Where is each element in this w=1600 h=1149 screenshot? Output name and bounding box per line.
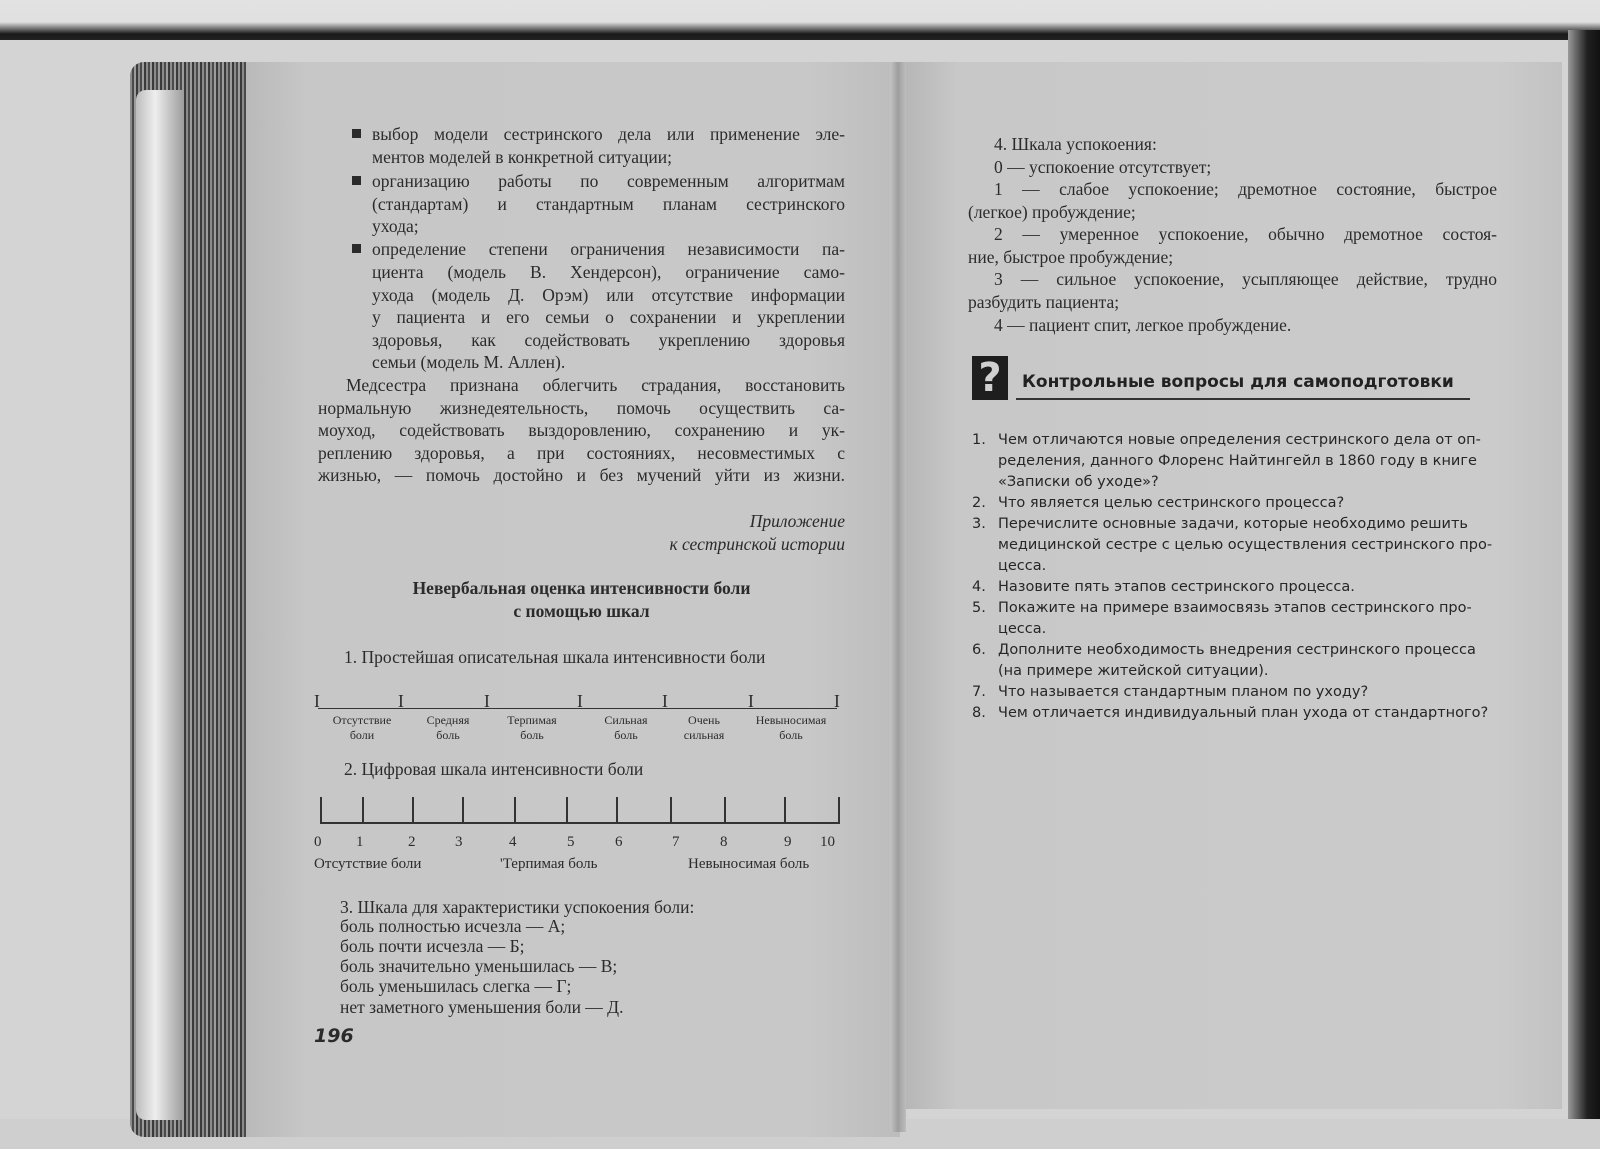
bullet-3-line-6: семьи (модель М. Аллен). bbox=[372, 352, 566, 372]
scale2-number: 6 bbox=[615, 834, 623, 850]
question-text: Чем отличается индивидуальный план ухода от стандартного? bbox=[998, 705, 1489, 721]
scale2-tick bbox=[412, 797, 414, 823]
scale1-label: Очень сильная bbox=[683, 713, 725, 742]
sedation-line: ние, быстрое пробуждение; bbox=[968, 247, 1174, 267]
question-text: Что является целью сестринского процесса? bbox=[998, 495, 1345, 511]
scale1-label: Невыносимая боль bbox=[755, 713, 827, 742]
scale2-tick bbox=[320, 797, 322, 823]
appendix-label: Приложение bbox=[749, 511, 845, 531]
sedation-line: разбудить пациента; bbox=[968, 292, 1120, 312]
book-cover-edge bbox=[136, 90, 184, 1120]
page-number: 196 bbox=[314, 1025, 354, 1047]
bullet-2-line-1: организацию работы по современным алгоритмам bbox=[372, 171, 845, 191]
question-text: Что называется стандартным планом по уходу? bbox=[998, 684, 1369, 700]
scale2-tick bbox=[566, 797, 568, 823]
scale2-number: 7 bbox=[672, 834, 680, 850]
question-text: Дополните необходимость внедрения сестринского процесса bbox=[998, 642, 1476, 658]
scale2-number: 4 bbox=[509, 834, 517, 850]
scale2-number: 2 bbox=[408, 834, 416, 850]
bullet-3-line-2: циента (модель В. Хендерсон), ограничение само- bbox=[372, 262, 845, 282]
scale1-tick: I bbox=[398, 691, 404, 711]
section-title-line-1: Невербальная оценка интенсивности боли bbox=[412, 578, 751, 598]
sedation-line: (легкое) пробуждение; bbox=[968, 202, 1136, 222]
scale1-label: Сильная боль bbox=[604, 713, 648, 742]
scale1-tick: I bbox=[748, 691, 754, 711]
question-mark-icon: ? bbox=[972, 356, 1008, 400]
scale3-item: боль полностью исчезла — А; bbox=[340, 916, 566, 936]
scale2-number: 10 bbox=[820, 834, 835, 850]
bullet-marker bbox=[352, 244, 361, 253]
scale2-tick bbox=[724, 797, 726, 823]
scale1-label: Терпимая боль bbox=[507, 713, 557, 742]
bullet-3-line-5: здоровья, как содействовать укреплению здоровья bbox=[372, 330, 845, 350]
scale1-tick: I bbox=[577, 691, 583, 711]
question-text: медицинской сестре с целью осуществления сестринского про- bbox=[998, 537, 1493, 553]
scale2-number: 3 bbox=[455, 834, 463, 850]
scale2-ticks bbox=[318, 797, 844, 823]
questions-heading: Контрольные вопросы для самоподготовки bbox=[1022, 372, 1454, 392]
scale1-label: Средняя боль bbox=[426, 713, 470, 742]
bullet-2-line-2: (стандартам) и стандартным планам сестринского bbox=[372, 194, 845, 214]
sedation-line: 2 — умеренное успокоение, обычно дремотное состоя- bbox=[994, 224, 1497, 244]
question-text: (на примере житейской ситуации). bbox=[998, 663, 1269, 679]
sedation-line: 1 — слабое успокоение; дремотное состояние, быстрое bbox=[994, 179, 1497, 199]
question-number: 3. bbox=[972, 516, 986, 532]
paragraph-line-2: нормальную жизнедеятельность, помочь осуществить са- bbox=[318, 398, 845, 418]
scale3-item: боль значительно уменьшилась — В; bbox=[340, 956, 618, 976]
scale2-tick bbox=[462, 797, 464, 823]
scale1-title: 1. Простейшая описательная шкала интенсивности боли bbox=[344, 647, 766, 667]
scale2-tick bbox=[616, 797, 618, 823]
question-text: Покажите на примере взаимосвязь этапов сестринского про- bbox=[998, 600, 1472, 616]
paragraph-line-5: жизнью, — помочь достойно и без мучений уйти из жизни. bbox=[318, 465, 845, 485]
question-text: цесса. bbox=[998, 621, 1047, 637]
scale2-number: 0 bbox=[314, 834, 322, 850]
question-number: 5. bbox=[972, 600, 986, 616]
question-number: 7. bbox=[972, 684, 986, 700]
scale1-tick: I bbox=[314, 691, 320, 711]
scale2-tick bbox=[362, 797, 364, 823]
scale2-title: 2. Цифровая шкала интенсивности боли bbox=[344, 759, 644, 779]
scale2-tick bbox=[514, 797, 516, 823]
paragraph-line-1: Медсестра признана облегчить страдания, восстановить bbox=[346, 375, 845, 395]
scale2-number: 8 bbox=[720, 834, 728, 850]
question-text: Чем отличаются новые определения сестринского дела от оп- bbox=[998, 432, 1481, 448]
scale3-item: нет заметного уменьшения боли — Д. bbox=[340, 997, 624, 1017]
scale2-number: 1 bbox=[356, 834, 364, 850]
bullet-2-line-3: ухода; bbox=[372, 216, 419, 236]
question-number: 1. bbox=[972, 432, 986, 448]
scale3-item: боль почти исчезла — Б; bbox=[340, 936, 525, 956]
question-number: 6. bbox=[972, 642, 986, 658]
section-title-line-2: с помощью шкал bbox=[513, 601, 650, 621]
scale1-label: Отсутствие боли bbox=[332, 713, 392, 742]
question-text: цесса. bbox=[998, 558, 1047, 574]
question-text: Назовите пять этапов сестринского процесса. bbox=[998, 579, 1355, 595]
sedation-title: 4. Шкала успокоения: bbox=[994, 134, 1157, 154]
question-text: Перечислите основные задачи, которые необходимо решить bbox=[998, 516, 1468, 532]
sedation-line: 0 — успокоение отсутствует; bbox=[994, 157, 1212, 177]
bullet-3-line-3: ухода (модель Д. Орэм) или отсутствие информации bbox=[372, 285, 845, 305]
scale2-number: 9 bbox=[784, 834, 792, 850]
question-text: «Записки об уходе»? bbox=[998, 474, 1159, 490]
scale2-tick bbox=[784, 797, 786, 823]
question-text: ределения, данного Флоренс Найтингейл в 1860 году в книге bbox=[998, 453, 1477, 469]
scale2-caption-left: Отсутствие боли bbox=[314, 856, 422, 872]
question-number: 2. bbox=[972, 495, 986, 511]
photo-background-right bbox=[1568, 30, 1600, 1149]
scale1-tick: I bbox=[484, 691, 490, 711]
appendix-sublabel: к сестринской истории bbox=[669, 534, 845, 554]
scale2-tick bbox=[670, 797, 672, 823]
question-number: 4. bbox=[972, 579, 986, 595]
bullet-3-line-4: у пациента и его семьи о сохранении и укреплении bbox=[372, 307, 845, 327]
scale2-caption-right: Невыносимая боль bbox=[688, 856, 810, 872]
bullet-marker bbox=[352, 129, 361, 138]
scale3-title: 3. Шкала для характеристики успокоения боли: bbox=[340, 897, 695, 917]
bullet-3-line-1: определение степени ограничения независимости па- bbox=[372, 239, 845, 259]
paragraph-line-3: моуход, содействовать выздоровлению, сохранению и ук- bbox=[318, 420, 845, 440]
heading-underline bbox=[1016, 398, 1470, 400]
book-spine bbox=[890, 62, 906, 1132]
bullet-1-line-2: ментов моделей в конкретной ситуации; bbox=[372, 147, 672, 167]
paragraph-line-4: реплению здоровья, а при состояниях, несовместимых с bbox=[318, 443, 845, 463]
scale1-tick: I bbox=[834, 691, 840, 711]
scale2-tick bbox=[838, 797, 840, 823]
bullet-marker bbox=[352, 176, 361, 185]
scale2-caption-mid: 'Терпимая боль bbox=[500, 856, 598, 872]
question-number: 8. bbox=[972, 705, 986, 721]
bullet-1-line-1: выбор модели сестринского дела или применение эле- bbox=[372, 124, 845, 144]
scale3-item: боль уменьшилась слегка — Г; bbox=[340, 976, 572, 996]
photo-background-top bbox=[0, 0, 1600, 40]
scale2-number: 5 bbox=[567, 834, 575, 850]
scale1-tick: I bbox=[662, 691, 668, 711]
sedation-line: 4 — пациент спит, легкое пробуждение. bbox=[994, 315, 1292, 335]
sedation-line: 3 — сильное успокоение, усыпляющее действие, трудно bbox=[994, 269, 1497, 289]
